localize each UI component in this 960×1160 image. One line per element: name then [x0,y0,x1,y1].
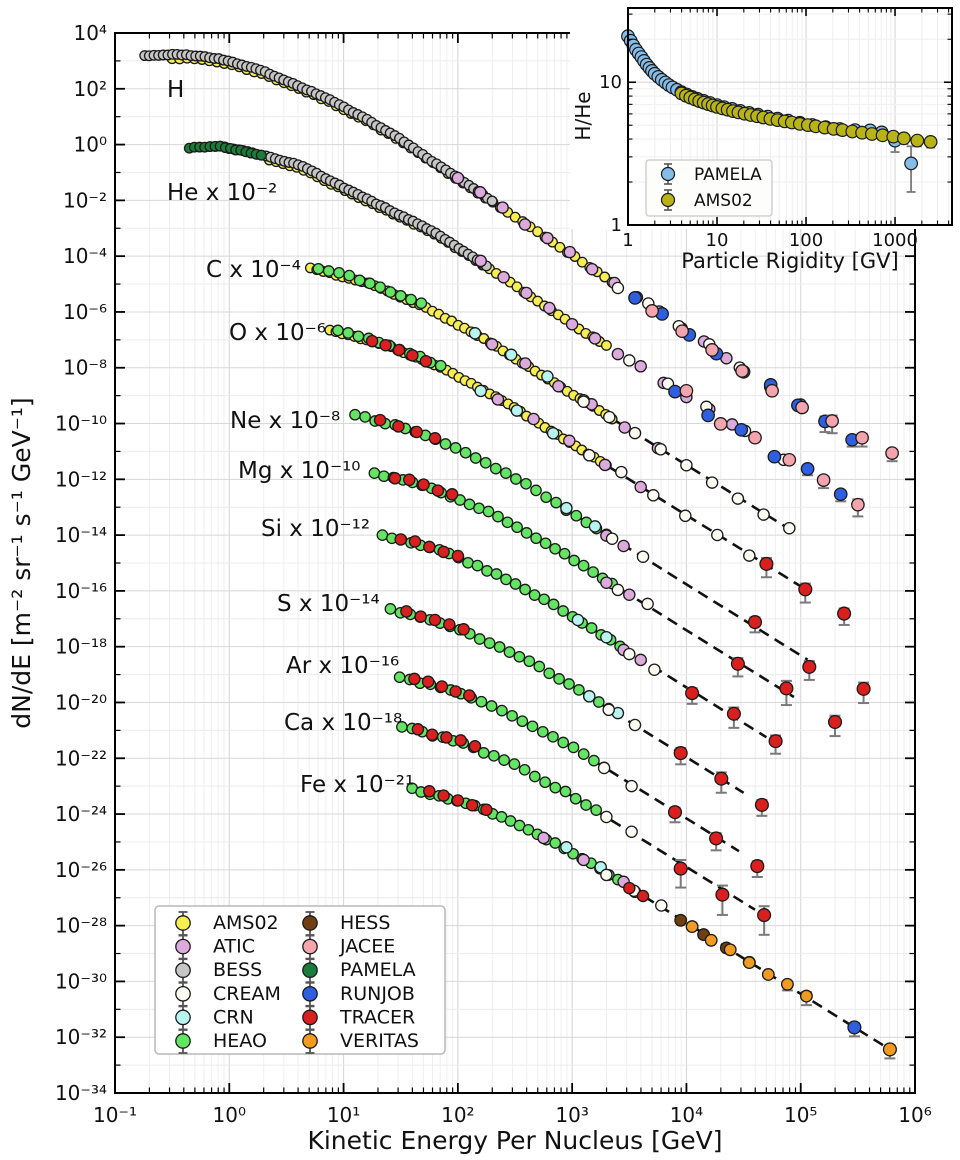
label-C: C x 10⁻⁴ [206,257,301,283]
legend-label-AMS02: AMS02 [213,912,279,934]
label-Ca: Ca x 10⁻¹⁸ [284,710,403,736]
x-tick-label: 10³ [555,1103,589,1127]
y-tick-label: 10⁻²⁴ [54,802,107,827]
y-tick-label: 10⁻² [62,188,107,213]
inset-legend-label-AMS02: AMS02 [694,191,753,211]
y-tick-label: 10⁻²⁶ [54,857,107,882]
x-tick-label: 10⁴ [669,1103,704,1127]
y-tick-label: 10⁻¹⁴ [54,523,107,548]
main-legend [155,906,445,1054]
label-Fe: Fe x 10⁻²¹ [300,772,415,798]
y-tick-label: 10⁻³⁰ [54,969,107,994]
inset-y-tick-label: 1 [610,215,622,236]
y-tick-label: 10⁻³⁴ [54,1081,107,1105]
label-Mg: Mg x 10⁻¹⁰ [238,458,361,484]
legend-label-JACEE: JACEE [340,935,396,958]
y-tick-label: 10⁻²⁸ [54,913,107,938]
y-tick-label: 10² [73,76,107,101]
y-tick-label: 10⁻¹⁸ [54,634,107,659]
y-tick-label: 10⁻³² [54,1025,107,1050]
legend-label-RUNJOB: RUNJOB [340,982,415,1005]
y-tick-label: 10⁻⁴ [62,244,107,269]
y-tick-label: 10⁻²² [54,746,107,771]
inset-y-tick-label: 10 [599,72,622,94]
inset-legend [646,160,772,216]
inset-y-axis-title: H/He [571,91,595,141]
y-tick-label: 10⁻⁸ [62,355,107,380]
x-tick-label: 10¹ [326,1103,361,1127]
legend-label-PAMELA: PAMELA [340,959,416,982]
y-tick-label: 10⁻¹⁰ [54,411,107,436]
legend-label-TRACER: TRACER [340,1006,416,1029]
x-axis-title: Kinetic Energy Per Nucleus [GeV] [307,1126,723,1155]
legend-label-CREAM: CREAM [213,982,281,1005]
label-He: He x 10⁻² [167,180,278,206]
inset-x-tick-label: 1000 [872,230,918,251]
inset-x-axis-title: Particle Rigidity [GV] [681,249,899,273]
x-tick-label: 10⁰ [212,1103,247,1127]
x-tick-label: 10⁵ [783,1103,818,1127]
y-axis-title: dN/dE [m⁻² sr⁻¹ s⁻¹ GeV⁻¹] [7,397,36,729]
inset-x-tick-label: 10 [705,230,729,251]
y-tick-label: 10⁻⁶ [62,299,107,324]
legend-label-HEAO: HEAO [213,1030,267,1052]
inset-x-tick-label: 100 [788,230,824,251]
x-tick-label: 10² [441,1103,475,1127]
label-O: O x 10⁻⁶ [229,320,326,346]
legend-label-CRN: CRN [213,1006,254,1029]
y-tick-label: 10⁻²⁰ [54,690,107,715]
inset-legend-label-PAMELA: PAMELA [694,165,762,185]
label-Ne: Ne x 10⁻⁸ [230,408,341,434]
legend-label-ATIC: ATIC [213,935,255,958]
y-tick-label: 10⁰ [73,132,107,157]
y-tick-label: 10⁻¹² [54,467,107,492]
inset-x-tick-label: 1 [622,230,634,251]
y-tick-label: 10⁻¹⁶ [54,578,107,603]
legend-label-BESS: BESS [213,959,263,982]
y-tick-label: 10⁴ [73,21,107,45]
legend-label-VERITAS: VERITAS [340,1030,419,1052]
label-H: H [167,77,185,103]
label-S: S x 10⁻¹⁴ [277,591,380,617]
legend-label-HESS: HESS [340,912,391,934]
x-tick-label: 10⁶ [898,1103,932,1127]
label-Ar: Ar x 10⁻¹⁶ [286,653,400,679]
x-tick-label: 10⁻¹ [92,1103,138,1127]
label-Si: Si x 10⁻¹² [261,516,371,542]
